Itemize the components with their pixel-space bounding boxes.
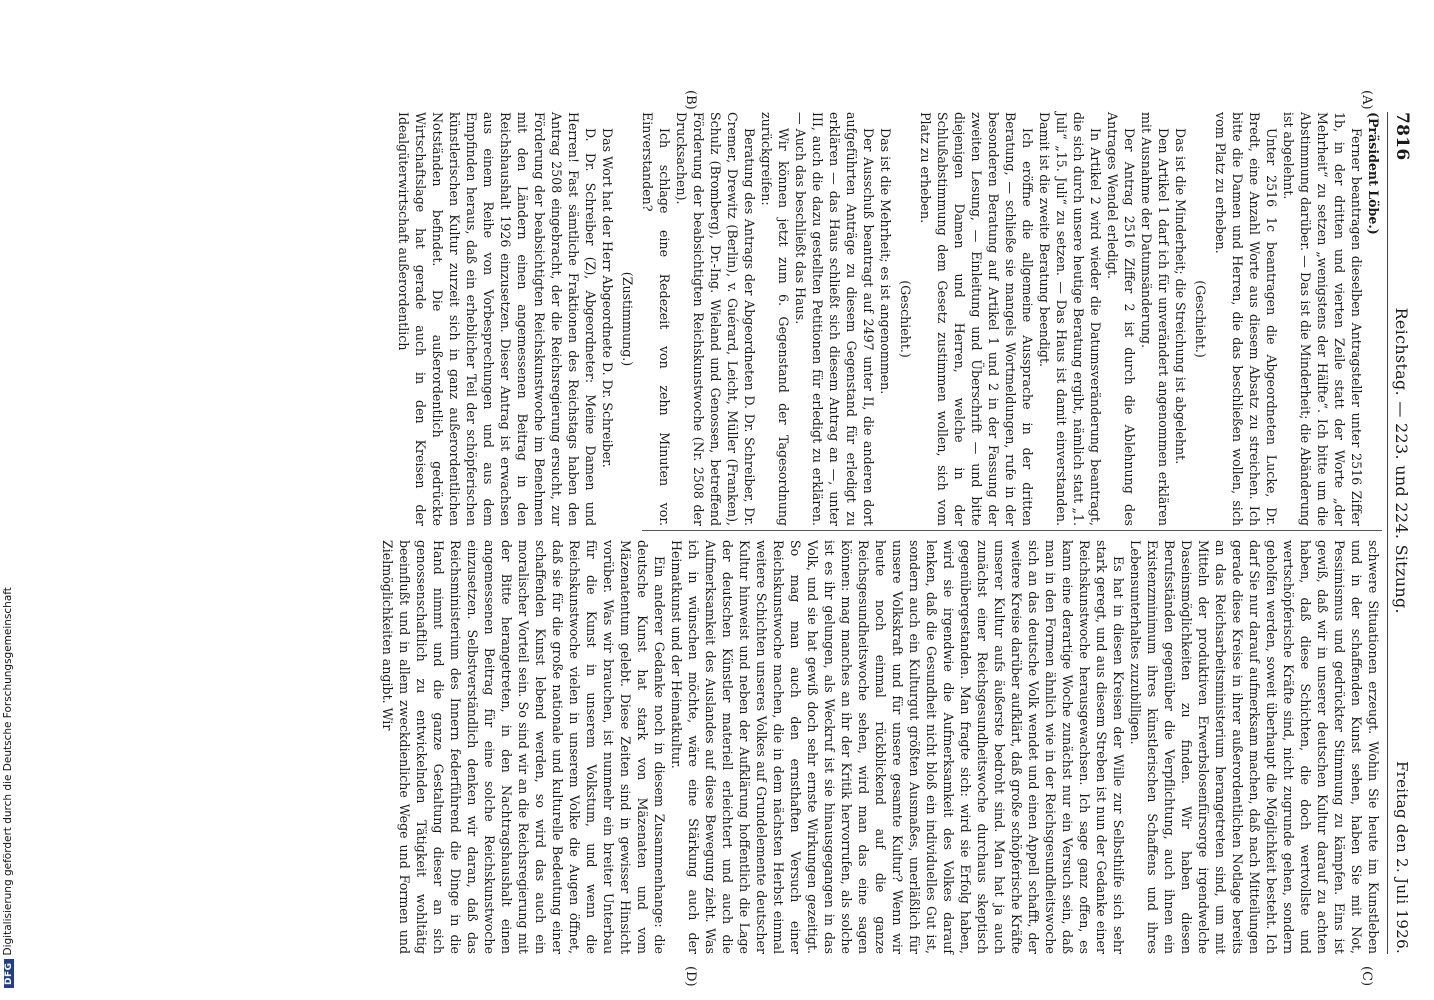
paragraph: Unter 2516 1c beantragen die Abgeordneten Lucke, Dr. Bredt, eine Anzahl Worte aus diesem Absatz zu streichen. Ich bitte die Damen und Herren, die das beschließen wollen, sich vom Platz zu erheben. — [1213, 112, 1279, 526]
credit-text: Digitalisierung gefördert durch die Deutsche Forschungsgemeinschaft — [2, 587, 14, 956]
paragraph: Es hat in diesen Kreisen der Wille zur Selbsthilfe sich sehr stark geregt, und aus diesem Streben ist nun der Gedanke einer Reichskunstwoche herausgewachsen. Ich sage ganz offen, es kann eine derartige Woche zunächst nur ein Versuch sein, daß man in den Formen ähnlich wie in der Reichsgesundheitswoche sich an das deutsche Volk wendet und einen Appell schafft, der weitere Kreise darüber aufklärt, daß große schöpferische Kräfte unserer Kultur aufs äußerste bedroht sind. Man hat ja auch zunächst einer Reichsgesundheitswoche durchaus skeptisch gegenübergestanden. Man fragte sich: wird sie Erfolg haben, wird sie irgendwie die Aufmerksamkeit des Volkes darauf lenken, daß die Gesundheit nicht bloß ein individuelles Gut ist, sondern auch ein Kulturgut größten Ausmaßes, unerläßlich für unsere Volkskraft und für unsere gesamte Kultur? Wenn wir heute noch einmal rückblickend auf die ganze Reichsgesundheitswoche sehen, wird man das eine sagen können: mag manches an ihr der Kritik hervorrufen, als solche ist es ihr gelungen, als Weckruf ist sie hinausgegangen in das Volk, und sie hat gewiß doch sehr ernste Wirkungen gezeitigt. So mag man auch den ernsthaften Versuch einer Reichskunstwoche machen, die in dem nächsten Herbst einmal weitere Schichten unseres Volkes auf Grundelemente deutscher Kultur hinweist und neben der Aufklärung hoffentlich die Lage der deutschen Künstler materiell erleichtert und auch die Aufmerksamkeit des Auslandes auf diese Bewegung zieht. Was ich in wünschen möchte, wäre eine Stärkung auch der Heimatkunst und der Heimatkultur. — [669, 540, 1126, 954]
paragraph: Ich schlage eine Redezeit von zehn Minuten vor. Einverstanden? — [640, 112, 672, 526]
interjection: (Geschieht.) — [1193, 280, 1208, 358]
column-divider — [642, 530, 1382, 531]
digitization-credit — [2, 587, 14, 988]
paragraph: Das Wort hat der Herr Abgeordnete D. Dr. Schreiber. — [600, 128, 615, 468]
paragraph: Wir können jetzt zum 6. Gegenstand der Tagesordnung zurückgreifen: — [759, 112, 791, 526]
paragraph: Den Artikel 1 darf ich für unverändert angenommen erklären mit Ausnahme der Datumsänderung. — [1139, 112, 1171, 526]
paragraph: Ferner beantragen dieselben Antragsteller unter 2516 Ziffer 1b, in der dritten und vierten Zeile statt der Worte „der Mehrheit“ zu setzen „wenigstens der Hälfte“. Ich bitte um die Abstimmung darüber. — Das ist die Minderheit; die Abänderung ist abgelehnt. — [1281, 112, 1364, 526]
margin-marker-b: (B) — [683, 90, 698, 110]
paragraph: Der Antrag 2516 Ziffer 2 ist durch die Ablehnung des Antrages Wendel erledigt. — [1105, 112, 1137, 526]
interjection: (Zustimmung.) — [620, 271, 635, 367]
paragraph: schwere Situationen erzeugt. Wohin Sie heute im Kunstleben und in der schaffenden Kunst sehen, haben Sie mit Not, Pessimismus und gedrückter Stimmung zu kämpfen. Eins ist gewiß, daß wir in unserer deutschen Kultur darauf zu achten haben, daß diese Schichten, die doch wertvollste und wertschöpferische Kräfte sind, nicht zugrunde gehen, sondern geholfen werden, soweit überhaupt die Möglichkeit besteht. Ich darf Sie nur darauf aufmerksam machen, daß nach Mitteilungen gerade diese Kreise in ihrer außerordentlichen Notlage bereits an das Reichsarbeitsministerium herangetreten sind, um mit Mitteln der produktiven Erwerbslosenfürsorge irgendwelche Daseinsmöglichkeiten zu finden. Wir haben diesen Berufsständen gegenüber die Verpflichtung, auch ihnen ein Existenzminimum ihres künstlerischen Schaffens und ihres Lebensunterhaltes zuzubilligen. — [1128, 540, 1381, 954]
paragraph: Der Ausschuß beantragt auf 2497 unter II, die anderen dort aufgeführten Anträge zu diesem Gegenstand für erledigt zu erklären — das Haus schließt sich diesem Antrag an —, unter III, auch die dazu gestellten Petitionen für erledigt zu erklären. — Auch das beschließt das Haus. — [793, 112, 876, 526]
page-number: 7816 — [1392, 112, 1412, 161]
margin-marker-d: (D) — [683, 966, 698, 987]
paragraph: Das ist die Minderheit; die Streichung ist abgelehnt. — [1173, 128, 1188, 465]
margin-marker-a: (A) — [1359, 90, 1374, 110]
paragraph: D. Dr. Schreiber (Z), Abgeordneter: Meine Damen und Herren! Fast sämtliche Fraktionen des Reichstags haben den Antrag 2508 eingebracht, der die Reichsregierung ersucht, zur Förderung der beabsichtigten Reichskunstwoche im Benehmen mit den Ländern einen angemessenen Beitrag in den Reichshaushalt 1926 einzusetzen. Dieser Antrag ist erwachsen aus einem Reihe von Vorbesprechungen und aus dem Empfinden heraus, daß ein erheblicher Teil der schöpferischen künstlerischen Kultur zurzeit sich in ganz außerordentlichen Notständen befindet. Die außerordentlich gedrückte Wirtschaftslage hat gerade auch in den Kreisen der Idealgüterwirtschaft außerordentlich — [396, 112, 598, 526]
page-header — [1388, 112, 1416, 954]
paragraph: Das ist die Mehrheit; es ist angenommen. — [878, 128, 893, 395]
interjection: (Geschieht.) — [898, 280, 913, 358]
paragraph: Ein anderer Gedanke noch in diesem Zusammenhange: die deutsche Kunst hat stark von Mäzenaten und vom Mäzenatentum gelebt. Diese Zeiten sind in gewisser Hinsicht vorüber. Was wir brauchen, ist nunmehr ein breiter Unterbau für die Kunst in unserem Volkstum, und wenn die Reichskunstwoche vielen in unserem Volke die Augen öffnet, daß sie für die große nationale und kulturelle Bedeutung einer schaffenden Kunst lebend werden, so wird das auch ein moralischer Vorteil sein. So sind wir an die Reichsregierung mit der Bitte herangetreten, in den Nachtragshaushalt einen angemessenen Beitrag für eine solche Reichskunstwoche einzusetzen. Selbstverständlich denken wir daran, daß das Reichsministerium des Innern federführend die Dinge in die Hand nimmt und die ganze Gestaltung dieser an sich genossenschaftlich zu entwickelnden Tätigkeit wohltätig beeinflußt und in allem zweckdienliche Wege und Formen und Zielmöglichkeiten angibt. Wir — [380, 540, 667, 954]
session-date: Freitag den 2. Juli 1926. — [1393, 760, 1411, 954]
paragraph: Beratung des Antrags der Abgeordneten D. Dr. Schreiber, Dr. Cremer, Drewitz (Berlin), v. Guérard, Leicht, Müller (Franken), Schulz (Bromberg), Dr.-Ing. Wieland und Genossen, betreffend Förderung der beabsichtigten Reichskunstwoche (Nr. 2508 der Drucksachen). — [674, 112, 757, 526]
margin-marker-c: (C) — [1359, 966, 1374, 987]
session-title: Reichstag. — 223. und 224. Sitzung. — [1392, 307, 1412, 614]
right-column — [379, 540, 1382, 954]
left-column — [395, 112, 1382, 526]
speaker-label: (Präsident Löbe.) — [1366, 112, 1381, 235]
paragraph: Ich eröffne die allgemeine Aussprache in der dritten Beratung, — schließe sie mangels Wortmeldungen, rufe in der besonderen Beratung auf Artikel 1 und 2 in der Fassung der zweiten Lesung, — Einleitung und Überschrift — und bitte diejenigen Damen und Herren, welche in der Schlußabstimmung dem Gesetz zustimmen wollen, sich vom Platz zu erheben. — [918, 112, 1035, 526]
dfg-logo-icon: DFG — [4, 959, 14, 988]
paragraph: In Artikel 2 wird wieder die Datumsveränderung beantragt, die sich durch unsere heutige Beratung ergibt, nämlich statt „1. Juli“ „15. Juli“ zu setzen. — Das Haus ist damit einverstanden. Damit ist die zweite Beratung beendigt. — [1037, 112, 1103, 526]
header-rule — [1387, 112, 1388, 954]
